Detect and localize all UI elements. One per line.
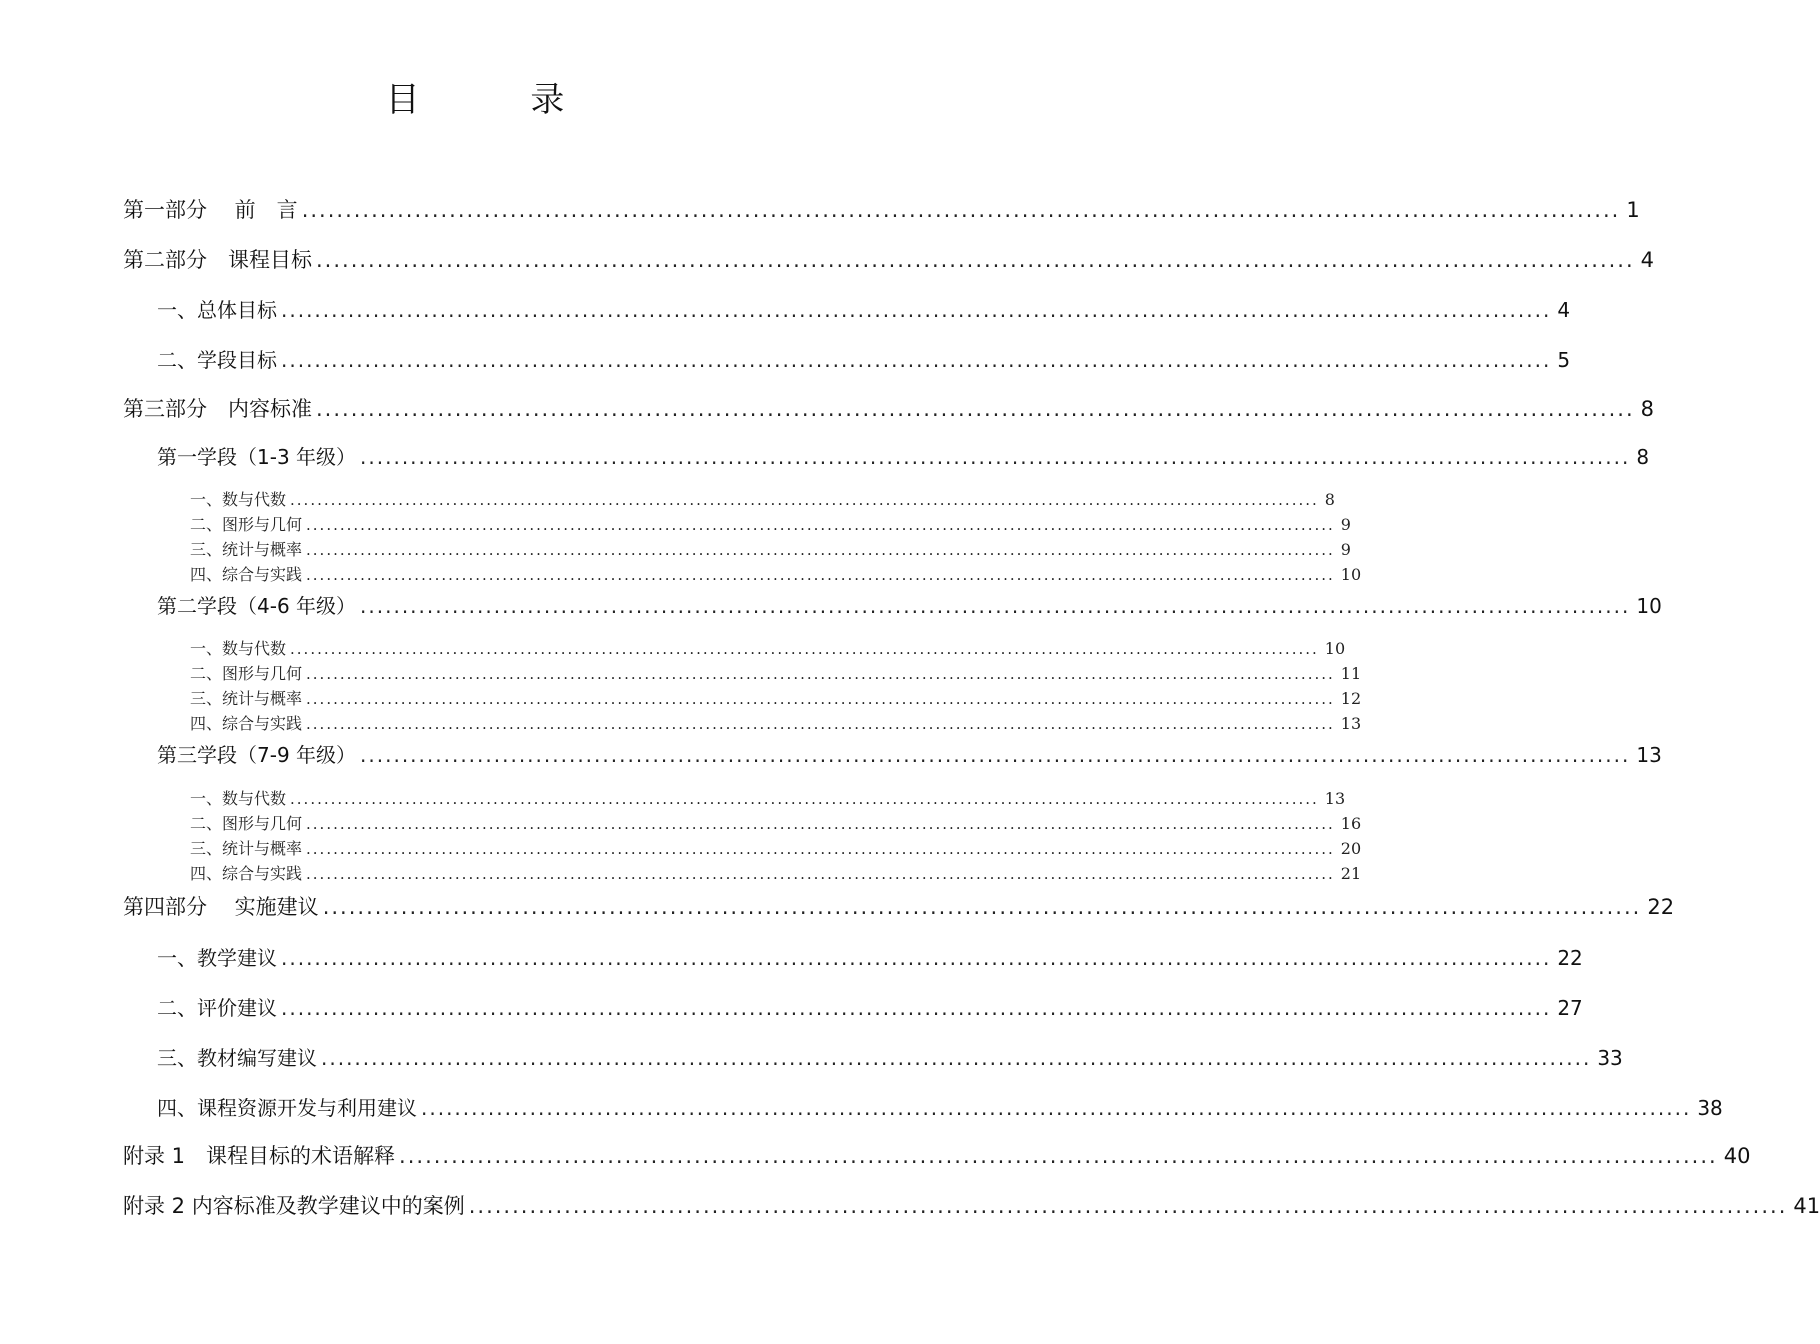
toc-leader-dots: ........................................................................................................................................................ bbox=[360, 594, 1631, 618]
toc-entry-stage1-practice[interactable] bbox=[190, 564, 1362, 586]
toc-leader-dots: ........................................................................................................................................................ bbox=[290, 491, 1319, 509]
toc-entry-label: 一、数与代数 bbox=[190, 639, 287, 658]
toc-page-number: 8 bbox=[1324, 490, 1335, 509]
toc-entry-label: 三、统计与概率 bbox=[190, 540, 303, 559]
toc-page-number: 12 bbox=[1340, 689, 1362, 708]
toc-entry-overall-goals[interactable] bbox=[157, 295, 1571, 325]
toc-entry-label: 第二部分 课程目标 bbox=[123, 248, 312, 272]
toc-leader-dots: ........................................................................................................................................................ bbox=[306, 715, 1335, 733]
toc-entry-label: 三、教材编写建议 bbox=[157, 1046, 317, 1070]
toc-entry-stage3[interactable] bbox=[157, 740, 1662, 770]
toc-page-number: 38 bbox=[1697, 1096, 1723, 1120]
toc-entry-stage3-statistics[interactable] bbox=[190, 838, 1362, 860]
page-title: 目 录 bbox=[385, 80, 615, 120]
toc-entry-stage-goals[interactable] bbox=[157, 345, 1571, 375]
toc-entry-label: 四、综合与实践 bbox=[190, 864, 303, 883]
toc-entry-label: 四、课程资源开发与利用建议 bbox=[157, 1096, 417, 1120]
toc-entry-resources-advice[interactable] bbox=[157, 1093, 1723, 1123]
toc-entry-part3[interactable] bbox=[123, 394, 1655, 424]
toc-entry-label: 第一学段（1-3 年级） bbox=[157, 445, 357, 469]
toc-leader-dots: ........................................................................................................................................................ bbox=[290, 640, 1319, 658]
toc-leader-dots: ........................................................................................................................................................ bbox=[360, 445, 1631, 469]
toc-entry-label: 第三部分 内容标准 bbox=[123, 397, 312, 421]
toc-page-number: 16 bbox=[1340, 814, 1362, 833]
toc-entry-label: 二、评价建议 bbox=[157, 996, 277, 1020]
toc-entry-evaluation-advice[interactable] bbox=[157, 993, 1583, 1023]
toc-entry-label: 二、图形与几何 bbox=[190, 814, 303, 833]
toc-leader-dots: ........................................................................................................................................................ bbox=[306, 665, 1335, 683]
toc-entry-stage1-geometry[interactable] bbox=[190, 514, 1351, 536]
toc-page-number: 9 bbox=[1340, 540, 1351, 559]
toc-page-number: 10 bbox=[1636, 594, 1662, 618]
toc-entry-label: 一、教学建议 bbox=[157, 946, 277, 970]
toc-leader-dots: ........................................................................................................................................................ bbox=[316, 397, 1635, 421]
toc-entry-label: 三、统计与概率 bbox=[190, 839, 303, 858]
toc-leader-dots: ........................................................................................................................................................ bbox=[316, 248, 1635, 272]
toc-entry-label: 四、综合与实践 bbox=[190, 565, 303, 584]
toc-page-number: 11 bbox=[1340, 664, 1362, 683]
toc-leader-dots: ........................................................................................................................................................ bbox=[321, 1046, 1592, 1070]
toc-entry-stage1[interactable] bbox=[157, 442, 1650, 472]
toc-page-number: 10 bbox=[1324, 639, 1346, 658]
toc-entry-label: 一、总体目标 bbox=[157, 298, 277, 322]
toc-page-number: 8 bbox=[1636, 445, 1650, 469]
toc-entry-part1[interactable] bbox=[123, 195, 1640, 225]
toc-leader-dots: ........................................................................................................................................................ bbox=[290, 790, 1319, 808]
toc-entry-stage3-number-algebra[interactable] bbox=[190, 788, 1346, 810]
toc-entry-appendix1[interactable] bbox=[123, 1141, 1751, 1171]
toc-entry-part4[interactable] bbox=[123, 892, 1675, 922]
toc-page-number: 41 bbox=[1793, 1194, 1820, 1218]
toc-leader-dots: ........................................................................................................................................................ bbox=[468, 1194, 1788, 1218]
toc-entry-label: 第二学段（4-6 年级） bbox=[157, 594, 357, 618]
toc-leader-dots: ........................................................................................................................................................ bbox=[281, 996, 1552, 1020]
toc-leader-dots: ........................................................................................................................................................ bbox=[306, 690, 1335, 708]
toc-page-number: 13 bbox=[1340, 714, 1362, 733]
toc-page-number: 8 bbox=[1640, 397, 1655, 421]
toc-leader-dots: ........................................................................................................................................................ bbox=[301, 198, 1621, 222]
toc-entry-stage2[interactable] bbox=[157, 591, 1662, 621]
toc-entry-label: 一、数与代数 bbox=[190, 490, 287, 509]
toc-entry-label: 二、图形与几何 bbox=[190, 664, 303, 683]
toc-page-number: 13 bbox=[1636, 743, 1662, 767]
toc-entry-stage2-geometry[interactable] bbox=[190, 663, 1362, 685]
toc-page-number: 40 bbox=[1723, 1144, 1751, 1168]
toc-page-number: 20 bbox=[1340, 839, 1362, 858]
toc-page-number: 22 bbox=[1557, 946, 1583, 970]
toc-page-number: 10 bbox=[1340, 565, 1362, 584]
toc-entry-label: 二、图形与几何 bbox=[190, 515, 303, 534]
toc-page-number: 4 bbox=[1640, 248, 1655, 272]
toc-entry-stage2-number-algebra[interactable] bbox=[190, 638, 1346, 660]
toc-entry-stage2-practice[interactable] bbox=[190, 713, 1362, 735]
toc-entry-label: 二、学段目标 bbox=[157, 348, 277, 372]
toc-page-number: 13 bbox=[1324, 789, 1346, 808]
toc-entry-stage2-statistics[interactable] bbox=[190, 688, 1362, 710]
toc-page-number: 4 bbox=[1557, 298, 1571, 322]
toc-page-number: 9 bbox=[1340, 515, 1351, 534]
toc-leader-dots: ........................................................................................................................................................ bbox=[281, 946, 1552, 970]
toc-page-number: 33 bbox=[1597, 1046, 1623, 1070]
toc-leader-dots: ........................................................................................................................................................ bbox=[306, 840, 1335, 858]
toc-page-number: 27 bbox=[1557, 996, 1583, 1020]
toc-page-number: 22 bbox=[1647, 895, 1675, 919]
toc-entry-stage3-practice[interactable] bbox=[190, 863, 1362, 885]
toc-entry-stage1-number-algebra[interactable] bbox=[190, 489, 1335, 511]
toc-entry-part2[interactable] bbox=[123, 245, 1655, 275]
toc-leader-dots: ........................................................................................................................................................ bbox=[399, 1144, 1718, 1168]
toc-entry-label: 第一部分 前 言 bbox=[123, 198, 298, 222]
toc-leader-dots: ........................................................................................................................................................ bbox=[421, 1096, 1692, 1120]
toc-leader-dots: ........................................................................................................................................................ bbox=[281, 348, 1552, 372]
toc-entry-label: 四、综合与实践 bbox=[190, 714, 303, 733]
toc-entry-label: 附录 1 课程目标的术语解释 bbox=[123, 1144, 396, 1168]
toc-entry-label: 一、数与代数 bbox=[190, 789, 287, 808]
toc-entry-label: 第四部分 实施建议 bbox=[123, 895, 319, 919]
toc-page-number: 5 bbox=[1557, 348, 1571, 372]
toc-leader-dots: ........................................................................................................................................................ bbox=[322, 895, 1642, 919]
toc-entry-stage3-geometry[interactable] bbox=[190, 813, 1362, 835]
toc-entry-label: 三、统计与概率 bbox=[190, 689, 303, 708]
toc-entry-appendix2[interactable] bbox=[123, 1191, 1820, 1221]
toc-leader-dots: ........................................................................................................................................................ bbox=[306, 566, 1335, 584]
toc-entry-label: 附录 2 内容标准及教学建议中的案例 bbox=[123, 1194, 465, 1218]
toc-page-number: 21 bbox=[1340, 864, 1362, 883]
toc-entry-teaching-advice[interactable] bbox=[157, 943, 1583, 973]
toc-page-number: 1 bbox=[1626, 198, 1640, 222]
toc-entry-label: 第三学段（7-9 年级） bbox=[157, 743, 357, 767]
toc-leader-dots: ........................................................................................................................................................ bbox=[281, 298, 1552, 322]
toc-leader-dots: ........................................................................................................................................................ bbox=[306, 516, 1335, 534]
toc-entry-textbook-advice[interactable] bbox=[157, 1043, 1623, 1073]
toc-leader-dots: ........................................................................................................................................................ bbox=[306, 541, 1335, 559]
toc-leader-dots: ........................................................................................................................................................ bbox=[306, 865, 1335, 883]
toc-leader-dots: ........................................................................................................................................................ bbox=[360, 743, 1631, 767]
toc-leader-dots: ........................................................................................................................................................ bbox=[306, 815, 1335, 833]
toc-entry-stage1-statistics[interactable] bbox=[190, 539, 1351, 561]
